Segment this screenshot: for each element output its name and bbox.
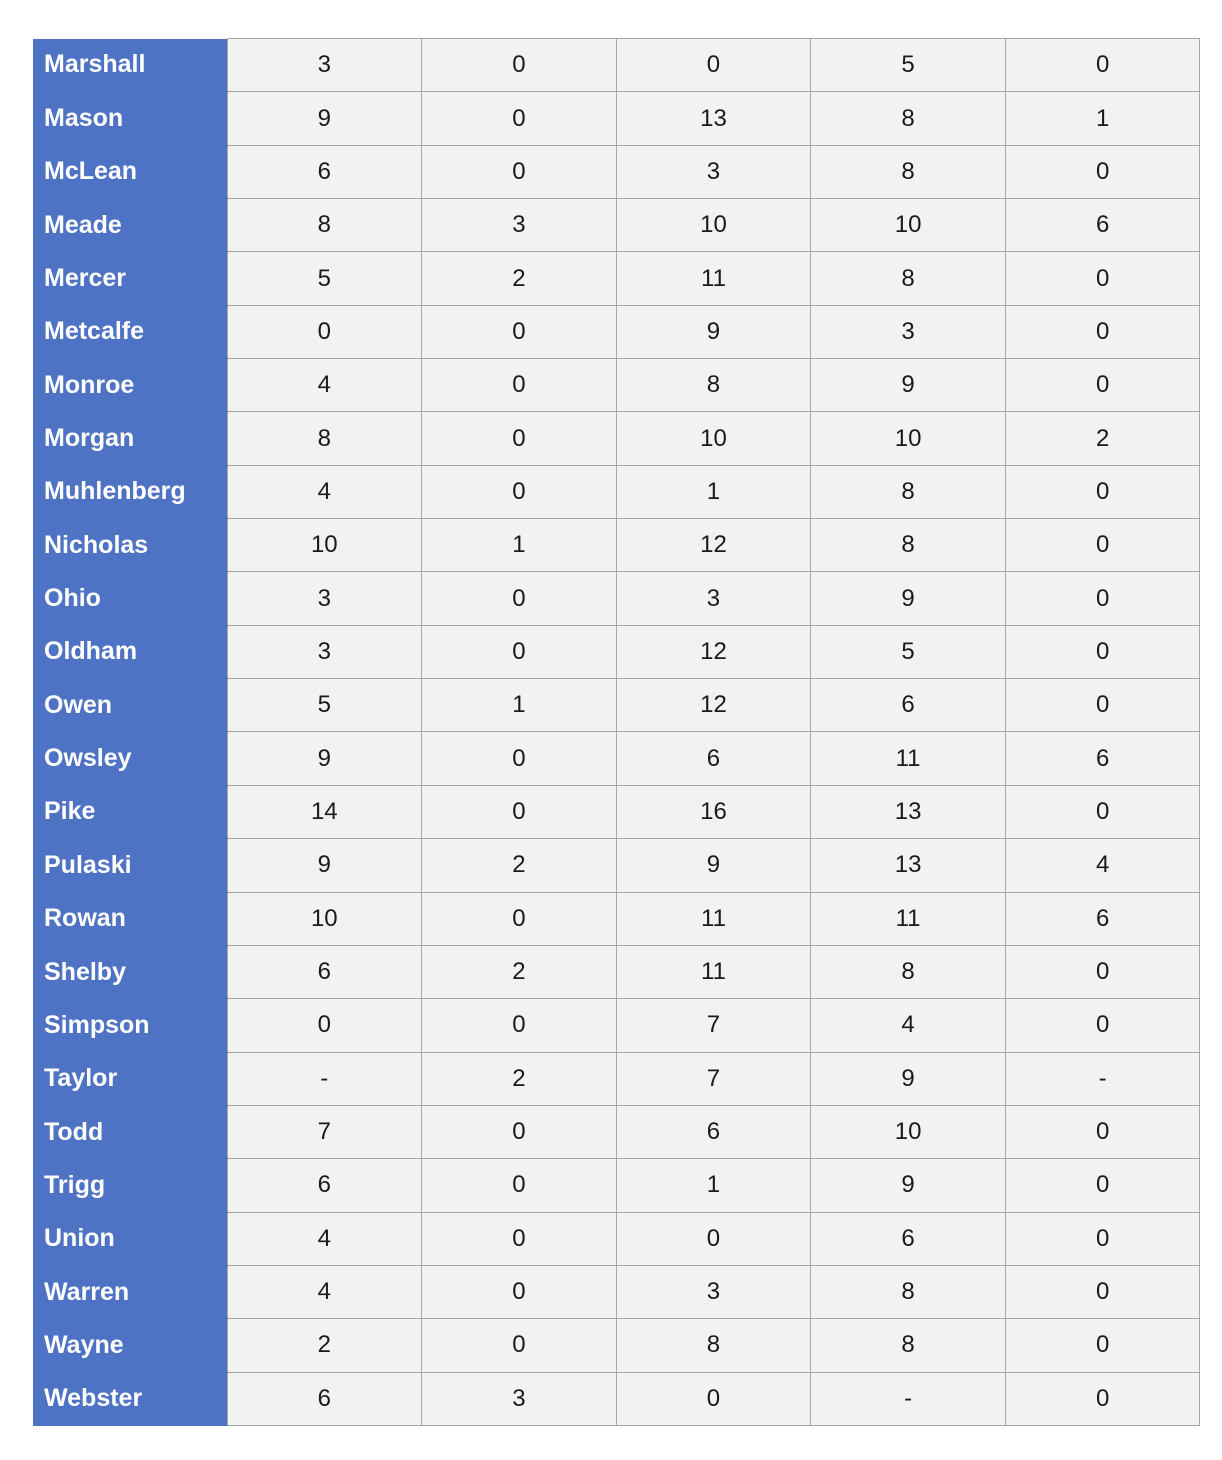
value-cell: 13 [811,785,1006,838]
county-name-cell: Ohio [33,572,227,625]
value-cell: 4 [227,359,422,412]
value-cell: 0 [1005,679,1200,732]
value-cell: 7 [616,999,811,1052]
table-row [33,199,1200,252]
value-cell: 9 [811,1159,1006,1212]
value-cell: 8 [811,252,1006,305]
value-cell: 0 [422,1265,617,1318]
value-cell: 1 [616,465,811,518]
table-row [33,92,1200,145]
value-cell: - [811,1372,1006,1425]
value-cell: 6 [811,1212,1006,1265]
value-cell: 0 [1005,519,1200,572]
county-name-cell: Pike [33,785,227,838]
value-cell: 0 [422,465,617,518]
value-cell: 9 [227,92,422,145]
value-cell: 12 [616,679,811,732]
value-cell: 4 [227,1212,422,1265]
value-cell: 10 [811,199,1006,252]
table-row [33,785,1200,838]
county-name-cell: Meade [33,199,227,252]
value-cell: 2 [422,252,617,305]
table-body [33,39,1200,1426]
value-cell: 0 [616,1212,811,1265]
county-name-cell: Mercer [33,252,227,305]
value-cell: 8 [227,412,422,465]
table-row [33,1372,1200,1425]
value-cell: 8 [811,945,1006,998]
value-cell: 6 [227,1372,422,1425]
value-cell: 10 [616,412,811,465]
value-cell: 8 [811,92,1006,145]
table-row [33,1212,1200,1265]
value-cell: 0 [1005,359,1200,412]
table-row [33,572,1200,625]
table-row [33,839,1200,892]
value-cell: 4 [1005,839,1200,892]
county-name-cell: Warren [33,1265,227,1318]
value-cell: 3 [811,305,1006,358]
value-cell: 0 [422,1212,617,1265]
value-cell: 9 [616,305,811,358]
value-cell: 0 [422,785,617,838]
value-cell: 10 [616,199,811,252]
county-name-cell: Marshall [33,39,227,92]
value-cell: 8 [616,359,811,412]
value-cell: 8 [811,145,1006,198]
value-cell: 2 [1005,412,1200,465]
value-cell: 0 [422,999,617,1052]
value-cell: 0 [1005,1319,1200,1372]
value-cell: 10 [811,1105,1006,1158]
value-cell: 0 [422,1319,617,1372]
value-cell: 1 [1005,92,1200,145]
value-cell: 7 [616,1052,811,1105]
county-name-cell: Webster [33,1372,227,1425]
value-cell: 3 [616,1265,811,1318]
value-cell: 5 [811,39,1006,92]
table-row [33,625,1200,678]
county-name-cell: Nicholas [33,519,227,572]
value-cell: 0 [616,39,811,92]
value-cell: 0 [1005,945,1200,998]
value-cell: 6 [811,679,1006,732]
value-cell: 0 [1005,145,1200,198]
value-cell: 3 [422,1372,617,1425]
table-row [33,305,1200,358]
value-cell: 2 [227,1319,422,1372]
county-name-cell: Owen [33,679,227,732]
county-name-cell: Todd [33,1105,227,1158]
value-cell: 13 [616,92,811,145]
value-cell: 0 [1005,1105,1200,1158]
county-name-cell: Owsley [33,732,227,785]
value-cell: - [1005,1052,1200,1105]
value-cell: 8 [811,1265,1006,1318]
value-cell: 2 [422,1052,617,1105]
value-cell: 11 [811,732,1006,785]
value-cell: 6 [227,945,422,998]
value-cell: 12 [616,625,811,678]
value-cell: 3 [422,199,617,252]
value-cell: 0 [422,1159,617,1212]
value-cell: 3 [227,39,422,92]
value-cell: 6 [1005,199,1200,252]
table-row [33,1265,1200,1318]
county-name-cell: Taylor [33,1052,227,1105]
county-name-cell: Mason [33,92,227,145]
value-cell: 0 [422,572,617,625]
value-cell: 6 [227,145,422,198]
value-cell: 4 [811,999,1006,1052]
value-cell: 1 [422,519,617,572]
table-row [33,892,1200,945]
value-cell: 2 [422,945,617,998]
table-row [33,465,1200,518]
value-cell: 0 [1005,572,1200,625]
value-cell: 0 [1005,305,1200,358]
table-row [33,1319,1200,1372]
value-cell: 12 [616,519,811,572]
value-cell: 9 [616,839,811,892]
value-cell: 0 [1005,1159,1200,1212]
value-cell: 0 [227,999,422,1052]
value-cell: 6 [616,1105,811,1158]
county-name-cell: Monroe [33,359,227,412]
value-cell: 0 [1005,465,1200,518]
value-cell: 0 [422,892,617,945]
value-cell: 13 [811,839,1006,892]
table-row [33,1159,1200,1212]
value-cell: 11 [616,252,811,305]
value-cell: 10 [227,519,422,572]
value-cell: 3 [227,625,422,678]
value-cell: 9 [811,1052,1006,1105]
value-cell: 4 [227,1265,422,1318]
county-name-cell: Simpson [33,999,227,1052]
value-cell: 0 [422,145,617,198]
county-name-cell: Metcalfe [33,305,227,358]
value-cell: 0 [422,1105,617,1158]
value-cell: 9 [811,359,1006,412]
table-row [33,359,1200,412]
value-cell: 8 [227,199,422,252]
value-cell: 2 [422,839,617,892]
value-cell: 3 [616,145,811,198]
value-cell: 3 [616,572,811,625]
value-cell: 0 [1005,785,1200,838]
value-cell: 4 [227,465,422,518]
value-cell: 0 [1005,39,1200,92]
table-row [33,519,1200,572]
value-cell: 0 [1005,252,1200,305]
table-row [33,252,1200,305]
county-name-cell: Trigg [33,1159,227,1212]
county-name-cell: Morgan [33,412,227,465]
value-cell: 6 [1005,732,1200,785]
value-cell: 8 [616,1319,811,1372]
county-name-cell: Shelby [33,945,227,998]
value-cell: 8 [811,465,1006,518]
value-cell: 0 [422,359,617,412]
county-name-cell: Wayne [33,1319,227,1372]
value-cell: 0 [616,1372,811,1425]
value-cell: 9 [227,732,422,785]
value-cell: 10 [227,892,422,945]
value-cell: 1 [616,1159,811,1212]
county-name-cell: Rowan [33,892,227,945]
county-name-cell: McLean [33,145,227,198]
value-cell: 11 [616,892,811,945]
value-cell: 10 [811,412,1006,465]
value-cell: 0 [1005,1212,1200,1265]
value-cell: 14 [227,785,422,838]
value-cell: 8 [811,1319,1006,1372]
value-cell: 5 [227,679,422,732]
county-data-table [33,38,1200,1426]
county-name-cell: Oldham [33,625,227,678]
value-cell: 0 [1005,1372,1200,1425]
value-cell: 6 [616,732,811,785]
value-cell: 6 [227,1159,422,1212]
value-cell: 1 [422,679,617,732]
county-name-cell: Union [33,1212,227,1265]
value-cell: 0 [1005,625,1200,678]
table-row [33,945,1200,998]
value-cell: 0 [422,305,617,358]
value-cell: 6 [1005,892,1200,945]
value-cell: 3 [227,572,422,625]
value-cell: 8 [811,519,1006,572]
table-row [33,39,1200,92]
value-cell: 0 [422,92,617,145]
value-cell: 0 [1005,1265,1200,1318]
table-row [33,1052,1200,1105]
county-name-cell: Pulaski [33,839,227,892]
value-cell: 11 [616,945,811,998]
value-cell: - [227,1052,422,1105]
value-cell: 0 [422,412,617,465]
value-cell: 0 [422,625,617,678]
table-row [33,732,1200,785]
value-cell: 9 [811,572,1006,625]
county-name-cell: Muhlenberg [33,465,227,518]
value-cell: 0 [422,732,617,785]
value-cell: 11 [811,892,1006,945]
value-cell: 7 [227,1105,422,1158]
table-row [33,679,1200,732]
table-row [33,412,1200,465]
value-cell: 16 [616,785,811,838]
table-row [33,1105,1200,1158]
value-cell: 9 [227,839,422,892]
value-cell: 0 [422,39,617,92]
value-cell: 5 [227,252,422,305]
value-cell: 0 [227,305,422,358]
value-cell: 5 [811,625,1006,678]
table-row [33,145,1200,198]
table-row [33,999,1200,1052]
value-cell: 0 [1005,999,1200,1052]
